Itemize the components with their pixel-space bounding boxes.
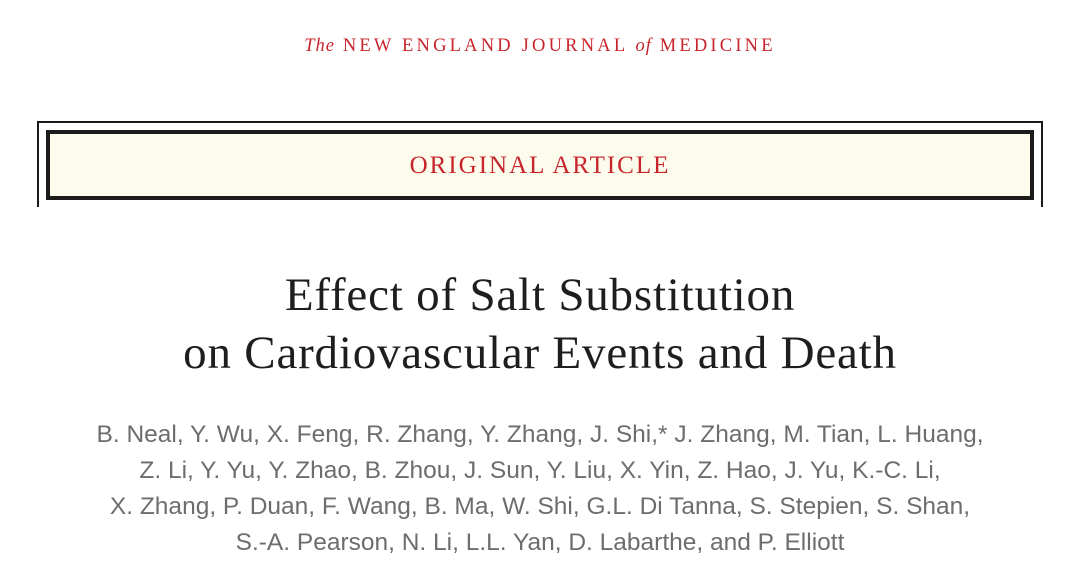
masthead-name-part1: NEW ENGLAND JOURNAL [342, 36, 628, 56]
masthead-the: The [304, 36, 335, 56]
author-line: Z. Li, Y. Yu, Y. Zhao, B. Zhou, J. Sun, Y. Liu, X. Yin, Z. Hao, J. Yu, K.-C. Li, [139, 457, 941, 484]
masthead-name-part2: MEDICINE [659, 36, 776, 56]
journal-masthead [0, 34, 1080, 58]
title-line: on Cardiovascular Events and Death [183, 327, 897, 379]
title-line: Effect of Salt Substitution [284, 269, 796, 321]
section-banner [46, 130, 1034, 200]
author-list [0, 417, 1080, 561]
author-line: B. Neal, Y. Wu, X. Feng, R. Zhang, Y. Zhang, J. Shi,* J. Zhang, M. Tian, L. Huang, [96, 421, 984, 448]
article-title [0, 266, 1080, 382]
masthead-of: of [635, 36, 652, 56]
section-label: ORIGINAL ARTICLE [409, 152, 671, 179]
author-line: X. Zhang, P. Duan, F. Wang, B. Ma, W. Shi, G.L. Di Tanna, S. Stepien, S. Shan, [109, 493, 971, 520]
author-line: S.-A. Pearson, N. Li, L.L. Yan, D. Labarthe, and P. Elliott [235, 529, 845, 556]
